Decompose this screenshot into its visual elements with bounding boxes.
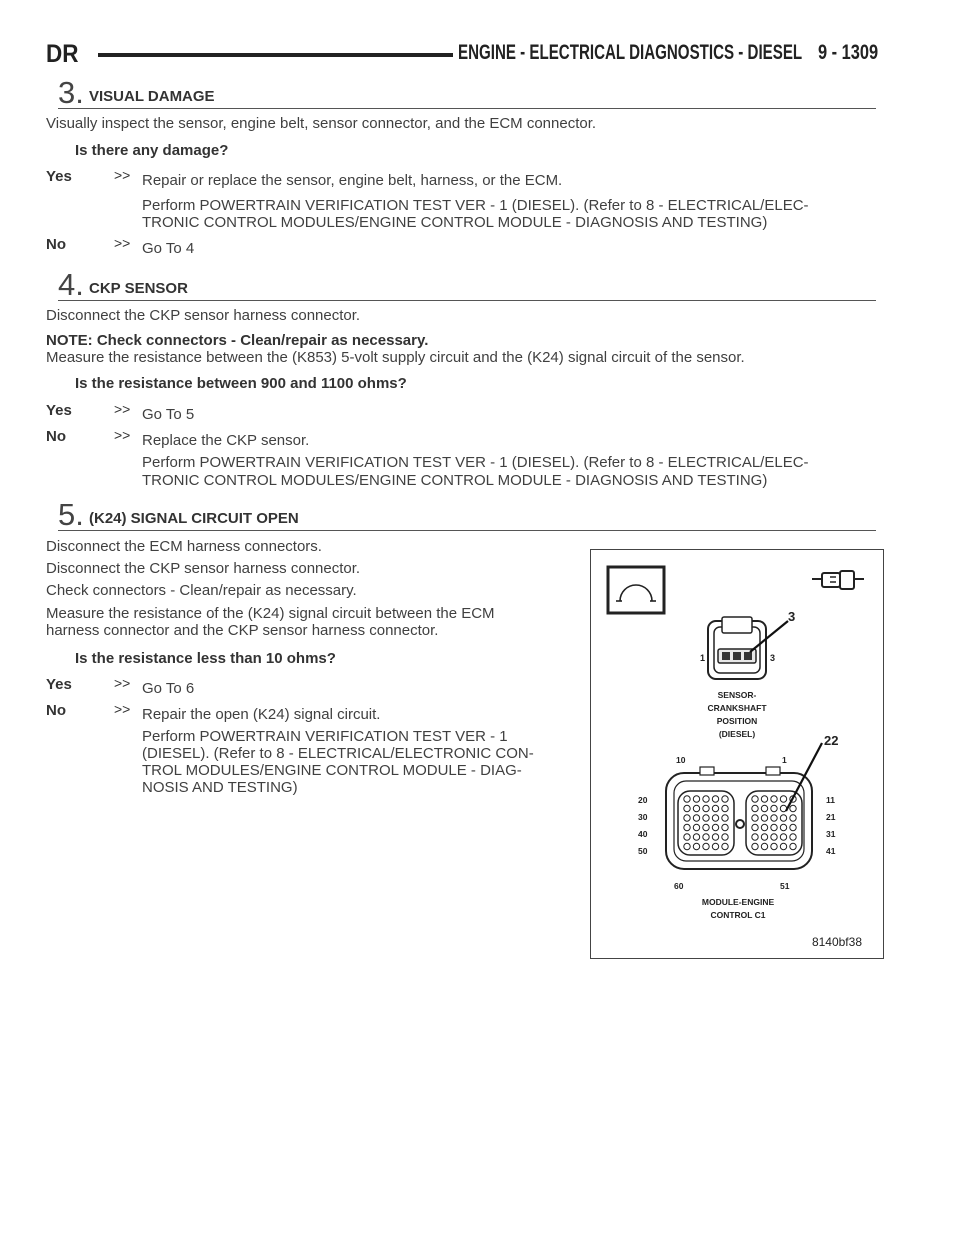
- ecm-pin: [771, 805, 777, 811]
- answer-text: Repair the open (K24) signal circuit.: [142, 706, 381, 723]
- sensor-label: POSITION: [716, 716, 758, 726]
- yes-label: Yes: [46, 676, 72, 693]
- ecm-pin-top-right: 1: [782, 755, 787, 765]
- arrow: >>: [114, 675, 131, 691]
- step-text: Disconnect the ECM harness connectors.: [46, 538, 322, 555]
- ecm-pin: [761, 796, 767, 802]
- ecm-pin: [684, 843, 690, 849]
- section-heading: [58, 497, 876, 532]
- ecm-pin-right: 31: [826, 829, 836, 839]
- answer-text: NOSIS AND TESTING): [142, 779, 298, 796]
- sensor-label: (DIESEL): [718, 729, 756, 739]
- answer-text: Replace the CKP sensor.: [142, 432, 310, 449]
- question: Is the resistance less than 10 ohms?: [75, 650, 336, 667]
- ecm-pin-bottom-left: 60: [674, 881, 684, 891]
- answer-text: TROL MODULES/ENGINE CONTROL MODULE - DIAG-: [142, 762, 522, 779]
- ecm-pin: [761, 834, 767, 840]
- step-text: Disconnect the CKP sensor harness connector.: [46, 307, 361, 324]
- question: Is the resistance between 900 and 1100 ohms?: [75, 375, 407, 392]
- ecm-pin: [703, 834, 709, 840]
- ecm-pin: [684, 796, 690, 802]
- ecm-pin-left: 20: [638, 795, 648, 805]
- ecm-pin: [790, 834, 796, 840]
- ecm-pin: [771, 796, 777, 802]
- step-text: Visually inspect the sensor, engine belt, sensor connector, and the ECM connector.: [46, 115, 597, 132]
- connector-figure: [590, 549, 884, 959]
- step-text: Disconnect the CKP sensor harness connector.: [46, 560, 361, 577]
- ecm-pin: [712, 815, 718, 821]
- step-text: harness connector and the CKP sensor harness connector.: [46, 622, 439, 639]
- ecm-pin-left: 40: [638, 829, 648, 839]
- ecm-label: MODULE-ENGINE: [701, 897, 775, 907]
- section-number: 5.: [58, 497, 84, 532]
- sensor-label: CRANKSHAFT: [707, 703, 767, 713]
- page-header: [46, 40, 878, 70]
- ecm-pin: [684, 824, 690, 830]
- header-section-code: DR: [46, 40, 79, 68]
- ecm-pin: [752, 843, 758, 849]
- sensor-pin-left: 1: [700, 653, 706, 663]
- step-text: Check connectors - Clean/repair as necessary.: [46, 582, 357, 599]
- section-number: 4.: [58, 267, 84, 302]
- ecm-pin: [722, 824, 728, 830]
- answer-text: Repair or replace the sensor, engine belt, harness, or the ECM.: [142, 172, 563, 189]
- ecm-pin: [761, 815, 767, 821]
- section-title: (K24) SIGNAL CIRCUIT OPEN: [89, 510, 299, 527]
- ecm-pin-left: 50: [638, 846, 648, 856]
- answer-text: Perform POWERTRAIN VERIFICATION TEST VER - 1 (DIESEL). (Refer to 8 - ELECTRICAL/ELEC-: [142, 197, 809, 214]
- ecm-label: CONTROL C1: [710, 910, 766, 920]
- arrow: >>: [114, 401, 131, 417]
- sensor-pin-callout: 3: [788, 609, 796, 624]
- answer-text: TRONIC CONTROL MODULES/ENGINE CONTROL MODULE - DIAGNOSIS AND TESTING): [142, 472, 768, 489]
- step-text: Measure the resistance between the (K853) 5-volt supply circuit and the (K24) signal circuit of the sensor.: [46, 349, 745, 366]
- ecm-pin: [771, 824, 777, 830]
- header-page-number: 9 - 1309: [817, 41, 878, 64]
- header-title: ENGINE - ELECTRICAL DIAGNOSTICS - DIESEL: [458, 41, 803, 64]
- ecm-pin: [722, 843, 728, 849]
- note: NOTE: Check connectors - Clean/repair as necessary.: [46, 332, 429, 349]
- answer-text: Perform POWERTRAIN VERIFICATION TEST VER - 1: [142, 728, 508, 745]
- section-number: 3.: [58, 75, 84, 110]
- ohmmeter-icon: [608, 567, 664, 613]
- ecm-pin: [790, 824, 796, 830]
- section-title: VISUAL DAMAGE: [89, 88, 215, 105]
- ecm-pin-right: 21: [826, 812, 836, 822]
- section-5: [58, 497, 876, 532]
- ecm-pin: [771, 815, 777, 821]
- ecm-pin: [712, 796, 718, 802]
- no-label: No: [46, 702, 66, 719]
- arrow: >>: [114, 235, 131, 251]
- ecm-pin: [712, 824, 718, 830]
- ecm-pin: [780, 843, 786, 849]
- ecm-pin: [693, 796, 699, 802]
- ecm-pin: [703, 843, 709, 849]
- ecm-pin: [693, 824, 699, 830]
- answer-text: (DIESEL). (Refer to 8 - ELECTRICAL/ELECTRONIC CON-: [142, 745, 534, 762]
- ecm-pin: [761, 843, 767, 849]
- ecm-pin-left: 30: [638, 812, 648, 822]
- section-title: CKP SENSOR: [89, 280, 188, 297]
- ecm-pin: [722, 815, 728, 821]
- ecm-pin: [703, 796, 709, 802]
- ecm-pin: [790, 815, 796, 821]
- no-label: No: [46, 236, 66, 253]
- ecm-pin: [790, 843, 796, 849]
- answer-text: Go To 6: [142, 680, 195, 697]
- section-heading: [58, 267, 876, 302]
- ecm-pin: [790, 805, 796, 811]
- ecm-pin: [780, 824, 786, 830]
- answer-text: Go To 4: [142, 240, 195, 257]
- answer-text: Perform POWERTRAIN VERIFICATION TEST VER - 1 (DIESEL). (Refer to 8 - ELECTRICAL/ELEC-: [142, 454, 809, 471]
- ecm-pin: [703, 815, 709, 821]
- ecm-pin: [780, 815, 786, 821]
- answer-text: TRONIC CONTROL MODULES/ENGINE CONTROL MODULE - DIAGNOSIS AND TESTING): [142, 214, 768, 231]
- ecm-pin: [752, 815, 758, 821]
- ecm-pin: [752, 834, 758, 840]
- ecm-pin: [712, 834, 718, 840]
- ecm-pin-right: 41: [826, 846, 836, 856]
- ecm-pin: [752, 805, 758, 811]
- ecm-pin: [780, 796, 786, 802]
- header-rule: [98, 53, 453, 57]
- connector-diagram: [590, 549, 884, 959]
- ecm-pin: [771, 834, 777, 840]
- arrow: >>: [114, 701, 131, 717]
- ecm-pin: [693, 815, 699, 821]
- ecm-pin: [780, 834, 786, 840]
- section-3: [58, 75, 876, 110]
- yes-label: Yes: [46, 402, 72, 419]
- ecm-pin: [684, 815, 690, 821]
- arrow: >>: [114, 427, 131, 443]
- question: Is there any damage?: [75, 142, 229, 159]
- ecm-pin: [712, 805, 718, 811]
- arrow: >>: [114, 167, 131, 183]
- section-4: [58, 267, 876, 302]
- answer-text: Go To 5: [142, 406, 195, 423]
- ecm-pin: [684, 805, 690, 811]
- ecm-pin-right: 11: [826, 795, 835, 805]
- section-heading: [58, 75, 876, 110]
- step-text: Measure the resistance of the (K24) signal circuit between the ECM: [46, 605, 495, 622]
- sensor-label: SENSOR-: [717, 690, 757, 700]
- ecm-pin: [703, 805, 709, 811]
- ecm-pin: [752, 796, 758, 802]
- figure-id: 8140bf38: [811, 935, 862, 949]
- ecm-pin: [722, 805, 728, 811]
- ecm-pin: [761, 824, 767, 830]
- ecm-pin: [693, 843, 699, 849]
- ecm-pin: [693, 834, 699, 840]
- ecm-pin-callout: 22: [824, 733, 839, 748]
- sensor-pin-right: 3: [770, 653, 776, 663]
- yes-label: Yes: [46, 168, 72, 185]
- ecm-pin: [684, 834, 690, 840]
- ecm-pin-top-left: 10: [676, 755, 686, 765]
- ecm-pin: [712, 843, 718, 849]
- no-label: No: [46, 428, 66, 445]
- ecm-pin-bottom-right: 51: [780, 881, 790, 891]
- ecm-pin: [771, 843, 777, 849]
- ecm-pin: [722, 834, 728, 840]
- ecm-pin: [703, 824, 709, 830]
- ecm-pin: [752, 824, 758, 830]
- ecm-pin: [693, 805, 699, 811]
- ecm-pin: [761, 805, 767, 811]
- ecm-pin: [722, 796, 728, 802]
